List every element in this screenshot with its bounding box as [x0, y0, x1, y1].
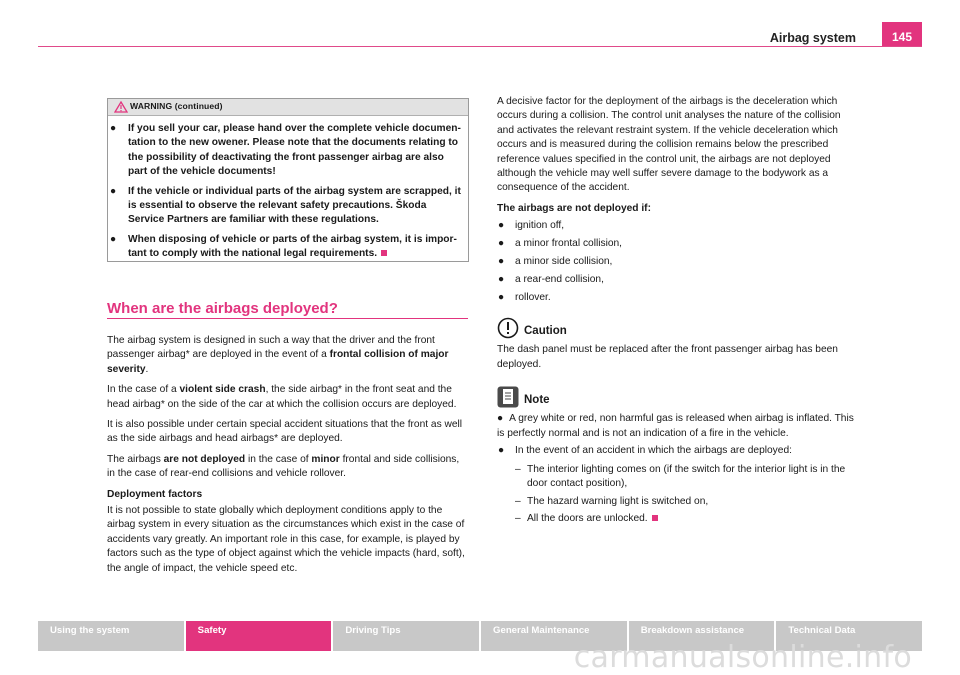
bullet-icon: ●	[110, 233, 117, 245]
bullet-icon: ●	[110, 123, 117, 134]
note-icon	[497, 386, 519, 408]
page-header-title: Airbag system	[769, 31, 856, 45]
bullet-icon: ●	[498, 291, 505, 303]
header-rule	[38, 46, 922, 47]
warning-body	[108, 122, 463, 267]
paragraph: A decisive factor for the deployment of the airbags is the deceleration which occurs during a collision. The control unit analyses the nature of the collision and activates the relevant restraint system. If the vehicle deceleration which occurs and is measured during the collision remains below the prescribed reference values specified in the control unit, the airbags are not deployed although the vehicle may well suffer severe damage to the bodywork as a consequence of the accident.	[497, 96, 841, 194]
sub-item: – All the doors are unlocked.	[515, 512, 859, 526]
subheading: The airbags are not deployed if:	[497, 202, 651, 214]
list-item: ● In the event of an accident in which the airbags are deployed:	[497, 444, 859, 458]
list-item: ● A grey white or red, non harmful gas is released when airbag is inflated. This is perfectly normal and is not an indication of a fire in the vehicle.	[497, 413, 854, 439]
subheading: Deployment factors	[107, 488, 203, 500]
list-item: ● ignition off,	[497, 219, 859, 233]
sub-item: – The interior lighting comes on (if the switch for the interior light is in the door contact position),	[515, 463, 846, 490]
warning-box	[107, 98, 469, 262]
caution-heading-row	[497, 317, 859, 339]
tab-safety[interactable]: Safety	[186, 621, 332, 651]
paragraph: The airbag system is designed in such a way that the driver and the front passenger airbag* are deployed in the event of a frontal collision of major severity.	[107, 335, 449, 375]
warning-triangle-icon	[114, 101, 128, 113]
warning-item: ● When disposing of vehicle or parts of the airbag system, it is impor-tant to comply with the national legal requirements.	[110, 233, 457, 260]
caution-heading: Caution	[524, 325, 567, 338]
tab-using-the-system[interactable]: Using the system	[38, 621, 184, 651]
list-item: ● a minor side collision,	[497, 255, 859, 269]
left-column	[107, 334, 469, 582]
note-heading: Note	[524, 394, 550, 407]
list-item: ● a rear-end collision,	[497, 273, 859, 287]
warning-header	[108, 99, 468, 116]
paragraph: It is not possible to state globally which deployment conditions apply to the airbag system in every situation as the circumstances which exist in the case of accidents vary greatly. An important role in this case, for example, is played by factors such as the type of object against which the vehicle impacts (hard, soft), the angle of impact, the vehicle speed etc.	[107, 505, 465, 574]
list-item: ● a minor frontal collision,	[497, 237, 859, 251]
end-marker-icon	[652, 515, 658, 521]
note-heading-row	[497, 386, 859, 408]
bullet-icon: ●	[498, 220, 505, 232]
warning-heading: WARNING (continued)	[130, 101, 223, 111]
page-number: 145	[882, 22, 922, 47]
note-sublist	[497, 463, 859, 527]
caution-text: The dash panel must be replaced after the front passenger airbag has been deployed.	[497, 344, 838, 370]
section-rule	[107, 318, 468, 319]
tab-driving-tips[interactable]: Driving Tips	[333, 621, 479, 651]
warning-item: ● If you sell your car, please hand over the complete vehicle documen-tation to the new owener. Please note that the documents relating to the possibility of deactivating the front passenger airbag are also part of the vehicle documents!	[110, 123, 461, 178]
caution-icon	[497, 317, 519, 339]
bullet-icon: ●	[498, 445, 505, 457]
paragraph: In the case of a violent side crash, the side airbag* in the front seat and the head airbag* on the side of the car at which the collision occurs are deployed.	[107, 384, 457, 410]
not-deployed-list	[497, 219, 859, 305]
paragraph: The airbags are not deployed in the case of minor frontal and side collisions, in the case of rear-end collisions and vehicle rollover.	[107, 453, 460, 480]
paragraph: It is also possible under certain special accident situations that the front as well as the side airbags and head airbags* are deployed.	[107, 419, 463, 445]
bullet-icon: ●	[498, 256, 505, 268]
sub-item: – The hazard warning light is switched on,	[515, 495, 709, 507]
tab-general-maintenance[interactable]: General Maintenance	[481, 621, 627, 651]
tab-breakdown-assistance[interactable]: Breakdown assistance	[629, 621, 775, 651]
section-title: When are the airbags deployed?	[107, 300, 338, 317]
right-column	[497, 95, 859, 529]
watermark: carmanualsonline.info	[573, 640, 912, 675]
tab-technical-data[interactable]: Technical Data	[776, 621, 922, 651]
note-list	[497, 412, 859, 459]
warning-item: ● If the vehicle or individual parts of the airbag system are scrapped, it is essential to observe the relevant safety precautions. Škoda Service Partners are familiar with these regulations.	[110, 185, 461, 226]
bullet-icon: ●	[497, 413, 504, 425]
bullet-icon: ●	[498, 238, 505, 250]
end-marker-icon	[381, 250, 387, 256]
bullet-icon: ●	[498, 273, 505, 285]
list-item: ● rollover.	[497, 291, 859, 305]
bullet-icon: ●	[110, 185, 117, 197]
